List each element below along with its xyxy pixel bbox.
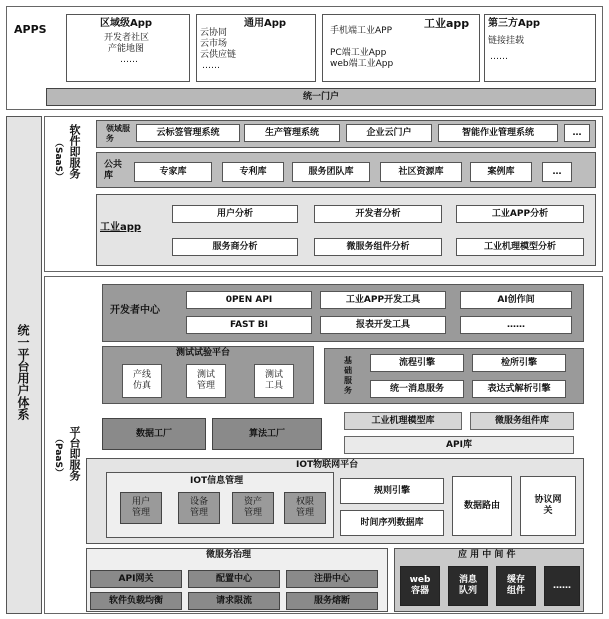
public-library-item: 服务团队库 [292,162,370,182]
domain-service-label: 领域服务 [106,124,130,143]
app-middleware-item: 缓存组件 [496,566,536,606]
microservice-gov-item: 软件负载均衡 [90,592,182,610]
industrial-app-item: 手机端工业APP [330,26,393,36]
test-platform-item: 产线仿真 [122,364,162,398]
data-factory-box: 数据工厂 [102,418,206,450]
protocol-gateway-box: 协议网关 [520,476,576,536]
base-service-item: 流程引擎 [370,354,464,372]
general-app-title: 通用App [244,18,287,29]
industrial-app-analysis-item: 服务商分析 [172,238,298,256]
general-app-item: …… [202,61,220,71]
general-app-item: 云供应链 [200,50,237,60]
public-library-item: 专家库 [134,162,212,182]
algorithm-factory-box: 算法工厂 [212,418,322,450]
saas-industrial-app-label: 工业app [100,222,142,233]
test-platform-item: 测试管理 [186,364,226,398]
microservice-gov-item: 配置中心 [188,570,280,588]
dev-center-item: 报表开发工具 [320,316,446,334]
industrial-app-item: PC端工业App [330,48,387,58]
app-middleware-item: 消息队列 [448,566,488,606]
data-routing-box: 数据路由 [452,476,512,536]
dev-center-item: 0PEN API [186,291,312,309]
dev-center-item: FAST BI [186,316,312,334]
unified-user-system-label: 统一平台用户体系 [16,324,30,420]
app-middleware-item: …… [544,566,580,606]
general-app-item: 云协同 [200,28,228,38]
third-party-app-item: 链接挂载 [488,36,525,46]
industrial-app-analysis-item: 工业机理模型分析 [456,238,584,256]
public-library-item: 案例库 [470,162,532,182]
region-app-title: 区域级App [100,18,153,29]
public-library-label: 公共库 [104,160,123,181]
dev-center-item: 工业APP开发工具 [320,291,446,309]
iot-platform-label: IOT物联网平台 [296,460,359,470]
industrial-app-analysis-item: 工业APP分析 [456,205,584,223]
app-middleware-label: 应 用 中 间 件 [458,550,516,560]
base-service-label: 基础服务 [344,356,352,395]
industrial-app-item: web端工业App [330,59,394,69]
paas-label: 平台即服务 [68,426,81,481]
region-app-item: 产能地图 [108,44,145,54]
app-middleware-item: web容器 [400,566,440,606]
rule-engine-box: 规则引擎 [340,478,444,504]
microservice-gov-label: 微服务治理 [206,550,252,560]
test-platform-label: 测试试验平台 [176,348,231,358]
third-party-app-title: 第三方App [488,18,541,29]
microservice-gov-item: API网关 [90,570,182,588]
region-app-item: …… [120,55,138,65]
saas-label: 软件即服务 [68,124,81,179]
developer-center-label: 开发者中心 [110,305,160,316]
base-service-item: 统一消息服务 [370,380,464,398]
industrial-app-title: 工业app [424,17,470,30]
iot-info-mgmt-item: 权限管理 [284,492,326,524]
apps-label: APPS [14,23,47,36]
third-party-app-item: …… [490,52,508,62]
microservice-gov-item: 请求限流 [188,592,280,610]
microservice-gov-item: 服务熔断 [286,592,378,610]
base-service-item: 检所引擎 [472,354,566,372]
public-library-more: … [542,162,572,182]
industrial-app-analysis-item: 微服务组件分析 [314,238,442,256]
dev-center-item: AI创作间 [460,291,572,309]
api-lib-bar: API库 [344,436,574,454]
iot-info-mgmt-label: IOT信息管理 [190,476,244,486]
industrial-app-analysis-item: 用户分析 [172,205,298,223]
region-app-item: 开发者社区 [104,33,150,43]
iot-info-mgmt-item: 用户管理 [120,492,162,524]
unified-portal-bar: 统一门户 [46,88,596,106]
base-service-item: 表达式解析引擎 [472,380,566,398]
iot-info-mgmt-item: 设备管理 [178,492,220,524]
test-platform-item: 测试工具 [254,364,294,398]
domain-service-more: … [564,124,590,142]
industrial-app-analysis-item: 开发者分析 [314,205,442,223]
domain-service-item: 企业云门户 [346,124,432,142]
microservice-lib-box: 微服务组件库 [470,412,574,430]
domain-service-item: 智能作业管理系统 [438,124,558,142]
public-library-item: 专利库 [222,162,284,182]
general-app-item: 云市场 [200,39,228,49]
domain-service-item: 生产管理系统 [244,124,340,142]
microservice-gov-item: 注册中心 [286,570,378,588]
saas-label-en: （SaaS） [53,138,63,182]
public-library-item: 社区资源库 [380,162,462,182]
timeseries-db-box: 时间序列数据库 [340,510,444,536]
domain-service-item: 云标签管理系统 [136,124,240,142]
dev-center-item: …… [460,316,572,334]
iot-info-mgmt-item: 资产管理 [232,492,274,524]
paas-label-en: （PaaS） [53,434,63,477]
mechanism-model-lib-box: 工业机理模型库 [344,412,462,430]
